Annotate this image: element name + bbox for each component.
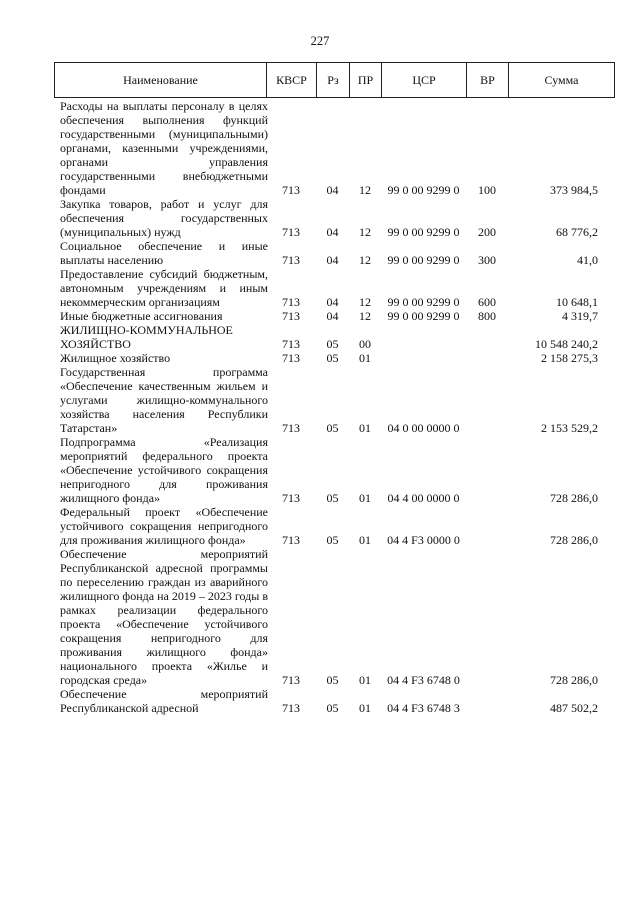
row-rz: 04 — [326, 225, 339, 239]
header-csr: ЦСР — [382, 63, 467, 98]
row-sum: 4 319,7 — [562, 309, 598, 323]
row-kvsr: 713 — [282, 309, 300, 323]
row-kvsr: 713 — [282, 673, 300, 687]
table-row — [54, 323, 614, 351]
row-csr: 99 0 00 9299 0 — [387, 309, 460, 323]
table-row — [54, 687, 614, 715]
row-name: Федеральный проект «Обеспечение устойчивого сокращения непригодного для проживания жилищного фонда» — [60, 505, 268, 547]
row-pr: 12 — [359, 253, 371, 267]
row-csr: 04 4 F3 0000 0 — [387, 533, 460, 547]
row-rz: 04 — [326, 183, 339, 197]
row-sum: 10 548 240,2 — [535, 337, 598, 351]
row-name: Подпрограмма «Реализация мероприятий федерального проекта «Обеспечение устойчивого сокращения непригодного для проживания жилищного фонда» — [60, 435, 268, 505]
row-pr: 12 — [359, 225, 371, 239]
table-row — [54, 99, 614, 197]
row-name: Социальное обеспечение и иные выплаты населению — [60, 239, 268, 267]
row-csr: 04 4 F3 6748 0 — [387, 673, 460, 687]
table-row — [54, 547, 614, 687]
row-kvsr: 713 — [282, 533, 300, 547]
row-rz: 05 — [326, 533, 339, 547]
row-kvsr: 713 — [282, 337, 300, 351]
header-rz: Рз — [317, 63, 350, 98]
table-row — [54, 197, 614, 239]
row-sum: 68 776,2 — [556, 225, 598, 239]
row-csr: 04 4 00 0000 0 — [387, 491, 460, 505]
table-row — [54, 309, 614, 323]
row-name: Жилищное хозяйство — [60, 351, 171, 365]
row-rz: 04 — [326, 309, 339, 323]
row-rz: 04 — [326, 253, 339, 267]
row-vr: 600 — [478, 295, 496, 309]
row-sum: 728 286,0 — [550, 491, 598, 505]
row-vr: 300 — [478, 253, 496, 267]
row-rz: 05 — [326, 673, 339, 687]
row-csr: 99 0 00 9299 0 — [387, 295, 460, 309]
table-row — [54, 239, 614, 267]
row-csr: 99 0 00 9299 0 — [387, 225, 460, 239]
row-pr: 01 — [359, 533, 371, 547]
row-pr: 01 — [359, 421, 371, 435]
row-vr: 200 — [478, 225, 496, 239]
row-name: Закупка товаров, работ и услуг для обеспечения государственных (муниципальных) нужд — [60, 197, 268, 239]
row-rz: 04 — [326, 295, 339, 309]
row-csr: 99 0 00 9299 0 — [387, 183, 460, 197]
row-vr: 100 — [478, 183, 496, 197]
table-row — [54, 505, 614, 547]
header-vr: ВР — [467, 63, 509, 98]
row-rz: 05 — [326, 421, 339, 435]
row-rz: 05 — [326, 337, 339, 351]
row-csr: 04 4 F3 6748 3 — [387, 701, 460, 715]
row-name: Предоставление субсидий бюджетным, автономным учреждениям и иным некоммерческим организациям — [60, 267, 268, 309]
row-sum: 373 984,5 — [550, 183, 598, 197]
row-sum: 41,0 — [577, 253, 598, 267]
row-kvsr: 713 — [282, 421, 300, 435]
row-name: Расходы на выплаты персоналу в целях обеспечения выполнения функций государственными (муниципальными) органами, казенными учреждениями, органами управления государственными внебюджетными фондами — [60, 99, 268, 197]
row-rz: 05 — [326, 701, 339, 715]
row-name: Обеспечение мероприятий Республиканской адресной — [60, 687, 268, 715]
row-vr: 800 — [478, 309, 496, 323]
row-sum: 487 502,2 — [550, 701, 598, 715]
table-row — [54, 351, 614, 365]
row-name: Обеспечение мероприятий Республиканской адресной программы по переселению граждан из аварийного жилищного фонда на 2019 – 2023 годы в рамках реализации федерального проекта «Обеспечение устойчивого сокращения непригодного для проживания жилищного фонда» национального проекта «Жилье и городская среда» — [60, 547, 268, 687]
budget-table-body — [54, 99, 614, 715]
row-csr: 04 0 00 0000 0 — [387, 421, 460, 435]
page-number: 227 — [310, 34, 330, 48]
row-rz: 05 — [326, 351, 339, 365]
row-pr: 01 — [359, 701, 371, 715]
row-name: Государственная программа «Обеспечение качественным жильем и услугами жилищно-коммунального хозяйства населения Республики Татарстан» — [60, 365, 268, 435]
row-pr: 12 — [359, 309, 371, 323]
table-row — [54, 435, 614, 505]
header-sum: Сумма — [509, 63, 615, 98]
row-kvsr: 713 — [282, 253, 300, 267]
row-name: Иные бюджетные ассигнования — [60, 309, 223, 323]
row-sum: 2 158 275,3 — [541, 351, 598, 365]
header-pr: ПР — [350, 63, 382, 98]
row-kvsr: 713 — [282, 225, 300, 239]
row-sum: 2 153 529,2 — [541, 421, 598, 435]
row-pr: 01 — [359, 351, 371, 365]
header-kvsr: КВСР — [267, 63, 317, 98]
row-name: ЖИЛИЩНО-КОММУНАЛЬНОЕ ХОЗЯЙСТВО — [60, 323, 233, 351]
row-kvsr: 713 — [282, 351, 300, 365]
row-sum: 10 648,1 — [556, 295, 598, 309]
row-pr: 01 — [359, 673, 371, 687]
row-kvsr: 713 — [282, 491, 300, 505]
row-sum: 728 286,0 — [550, 533, 598, 547]
table-row — [54, 267, 614, 309]
row-csr: 99 0 00 9299 0 — [387, 253, 460, 267]
row-pr: 12 — [359, 183, 371, 197]
row-kvsr: 713 — [282, 701, 300, 715]
row-pr: 12 — [359, 295, 371, 309]
row-kvsr: 713 — [282, 295, 300, 309]
row-kvsr: 713 — [282, 183, 300, 197]
row-rz: 05 — [326, 491, 339, 505]
row-pr: 01 — [359, 491, 371, 505]
table-row — [54, 365, 614, 435]
row-pr: 00 — [359, 337, 371, 351]
header-name: Наименование — [55, 63, 267, 98]
table-header — [54, 62, 615, 98]
row-sum: 728 286,0 — [550, 673, 598, 687]
